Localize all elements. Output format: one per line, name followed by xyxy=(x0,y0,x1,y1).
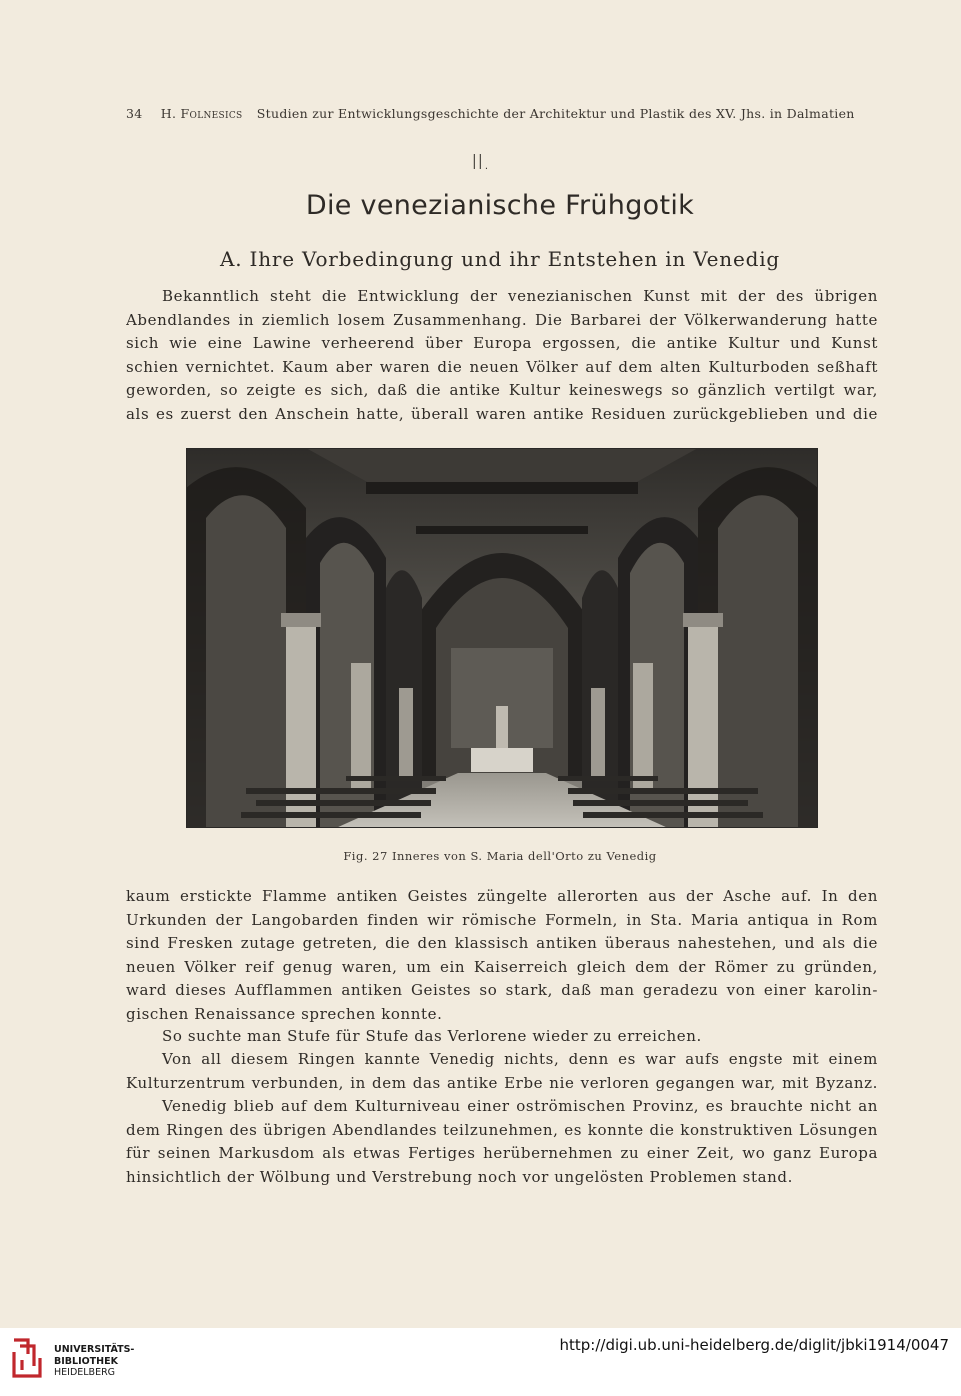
chapter-title: Die venezianische Frühgotik xyxy=(305,190,695,221)
library-name-line: BIBLIOTHEK xyxy=(54,1355,118,1367)
paragraph-1 xyxy=(126,285,878,426)
text-line: Kulturzentrum verbunden, in dem das antike Erbe nie verloren gegangen war, mit Byzanz. xyxy=(126,1073,878,1092)
church-interior-photo xyxy=(186,448,818,828)
figure-caption: Fig. 27 Inneres von S. Maria dell'Orto zu Venedig xyxy=(343,849,657,863)
text-line: sich wie eine Lawine verheerend über Europa ergossen, die antike Kultur und Kunst xyxy=(126,334,878,352)
running-head xyxy=(126,106,855,121)
text-line: schien vernichtet. Kaum aber waren die neuen Völker auf dem alten Kulturboden seßhaft xyxy=(126,357,878,376)
paragraph-5 xyxy=(126,1095,878,1189)
library-name-line: HEIDELBERG xyxy=(54,1367,116,1378)
text-line: ward dieses Aufflammen antiken Geistes so stark, daß man geradezu von einer karolin- xyxy=(126,981,878,999)
library-name[interactable] xyxy=(54,1344,134,1379)
library-name-line: UNIVERSITÄTS- xyxy=(54,1344,135,1355)
paragraph-4 xyxy=(126,1048,878,1095)
text-line: Von all diesem Ringen kannte Venedig nichts, denn es war aufs engste mit einem xyxy=(162,1050,878,1068)
library-logo-icon[interactable] xyxy=(10,1336,46,1380)
running-head-author: H. Folnesics xyxy=(160,106,243,121)
text-line: So suchte man Stufe für Stufe das Verlorene wieder zu erreichen. xyxy=(162,1027,702,1045)
paragraph-2 xyxy=(126,885,878,1026)
section-title: A. Ihre Vorbedingung und ihr Entstehen in Venedig xyxy=(219,247,781,271)
text-line: für seinen Markusdom als etwas Fertiges herübernehmen zu einer Zeit, wo ganz Europa xyxy=(126,1144,878,1162)
text-line: geworden, so zeigte es sich, daß die antike Kultur keineswegs so gänzlich vertilgt war, xyxy=(126,381,878,399)
chapter-number: II. xyxy=(471,150,490,174)
text-line: Venedig blieb auf dem Kulturniveau einer oströmischen Provinz, es brauchte nicht an xyxy=(162,1097,878,1115)
text-line: sind Fresken zutage getreten, die den klassisch antiken überaus nahestehen, und als die xyxy=(126,934,878,952)
text-line: Bekanntlich steht die Entwicklung der venezianischen Kunst mit der des übrigen xyxy=(162,287,878,305)
running-head-title: Studien zur Entwicklungsgeschichte der Architektur und Plastik des XV. Jhs. in Dalmatien xyxy=(256,106,855,121)
text-line: Abendlandes in ziemlich losem Zusammenhang. Die Barbarei der Völkerwanderung hatte xyxy=(126,310,878,329)
text-line: kaum erstickte Flamme antiken Geistes züngelte allerorten aus der Asche auf. In den xyxy=(126,887,878,905)
text-line: hinsichtlich der Wölbung und Verstrebung noch vor ungelösten Problemen stand. xyxy=(126,1167,793,1186)
text-line: als es zuerst den Anschein hatte, überall waren antike Residuen zurückgeblieben und die xyxy=(126,404,878,423)
paragraph-3 xyxy=(126,1025,878,1049)
text-line: dem Ringen des übrigen Abendlandes teilzunehmen, es konnte die konstruktiven Lösungen xyxy=(126,1120,878,1139)
text-line: neuen Völker reif genug waren, um ein Kaiserreich gleich dem der Römer zu gründen, xyxy=(126,957,878,976)
text-line: gischen Renaissance sprechen konnte. xyxy=(126,1004,443,1023)
text-line: Urkunden der Langobarden finden wir römische Formeln, in Sta. Maria antiqua in Rom xyxy=(126,910,878,929)
permalink-url[interactable]: http://digi.ub.uni-heidelberg.de/diglit/jbki1914/0047 xyxy=(559,1336,949,1354)
page-number: 34 xyxy=(126,106,143,121)
